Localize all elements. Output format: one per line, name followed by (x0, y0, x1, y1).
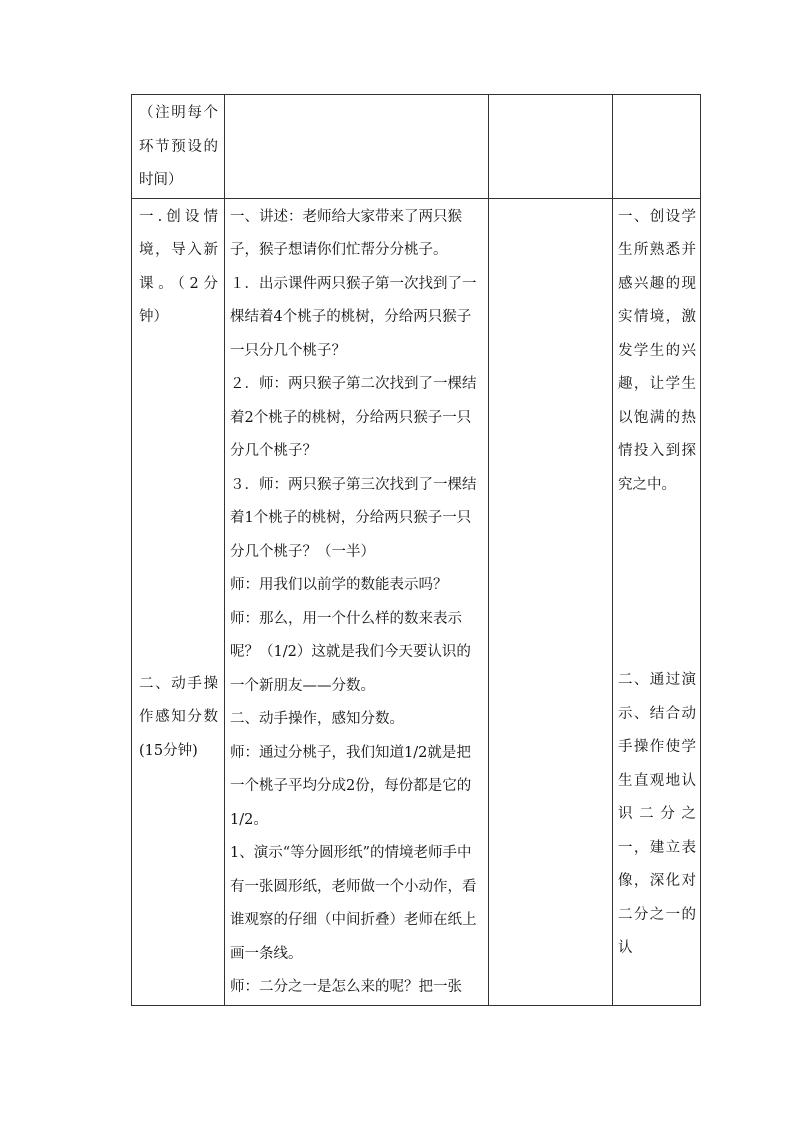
stage-2-label: 二、动手操作感知分数(15分钟) (139, 675, 218, 759)
intent-1-text: 一、创设学生所熟悉并感兴趣的现实情境，激发学生的兴趣，让学生以饱满的热情投入到探究之中。 (618, 208, 696, 493)
activity-paragraph: ３．师：两只猴子第三次找到了一棵结着1个桃子的桃树，分给两只猴子一只分几个桃子？（一半） (230, 476, 477, 560)
stage-1-label: 一.创设情境，导入新课。（2分钟） (139, 208, 218, 325)
activity-paragraph: １．出示课件两只猴子第一次找到了一棵结着4个桃子的桃树，分给两只猴子一只分几个桃子？ (230, 275, 477, 359)
activity-paragraph: ２．师：两只猴子第二次找到了一棵结着2个桃子的桃树，分给两只猴子一只分几个桃子？ (230, 376, 477, 459)
activity-paragraph: 师：那么，用一个什么样的数来表示呢？（1/2）这就是我们今天要认识的一个新朋友——分数。 (230, 610, 471, 694)
activity-paragraph: 师：用我们以前学的数能表示吗？ (230, 577, 448, 593)
table-body-row (132, 198, 701, 1005)
time-note-text: （注明每个环节预设的时间） (139, 105, 218, 188)
lesson-plan-table (131, 94, 701, 1006)
empty-cell (489, 198, 613, 1005)
intent-2-text: 二、通过演示、结合动手操作使学生直观地认识二分之一，建立表像，深化对二分之一的认 (618, 672, 696, 956)
activity-paragraph: 师：通过分桃子，我们知道1/2就是把一个桃子平均分成2份，每份都是它的1/2。 (230, 744, 472, 828)
activity-paragraph: 二、动手操作，感知分数。 (230, 711, 404, 727)
header-cell-3 (489, 95, 613, 199)
activity-paragraph: 师：二分之一是怎么来的呢？把一张 (230, 979, 462, 995)
activity-cell (225, 198, 489, 1005)
stage-cell (132, 198, 225, 1005)
intent-cell (613, 198, 701, 1005)
table-header-row (132, 95, 701, 199)
header-cell-4 (613, 95, 701, 199)
activity-paragraph: 一、讲述：老师给大家带来了两只猴子，猴子想请你们忙帮分分桃子。 (230, 208, 462, 258)
header-cell-2 (225, 95, 489, 199)
time-note-cell (132, 95, 225, 199)
activity-paragraph: 1、演示“等分圆形纸”的情境老师手中有一张圆形纸，老师做一个小动作，看谁观察的仔细（中间折叠）老师在纸上画一条线。 (230, 845, 477, 962)
